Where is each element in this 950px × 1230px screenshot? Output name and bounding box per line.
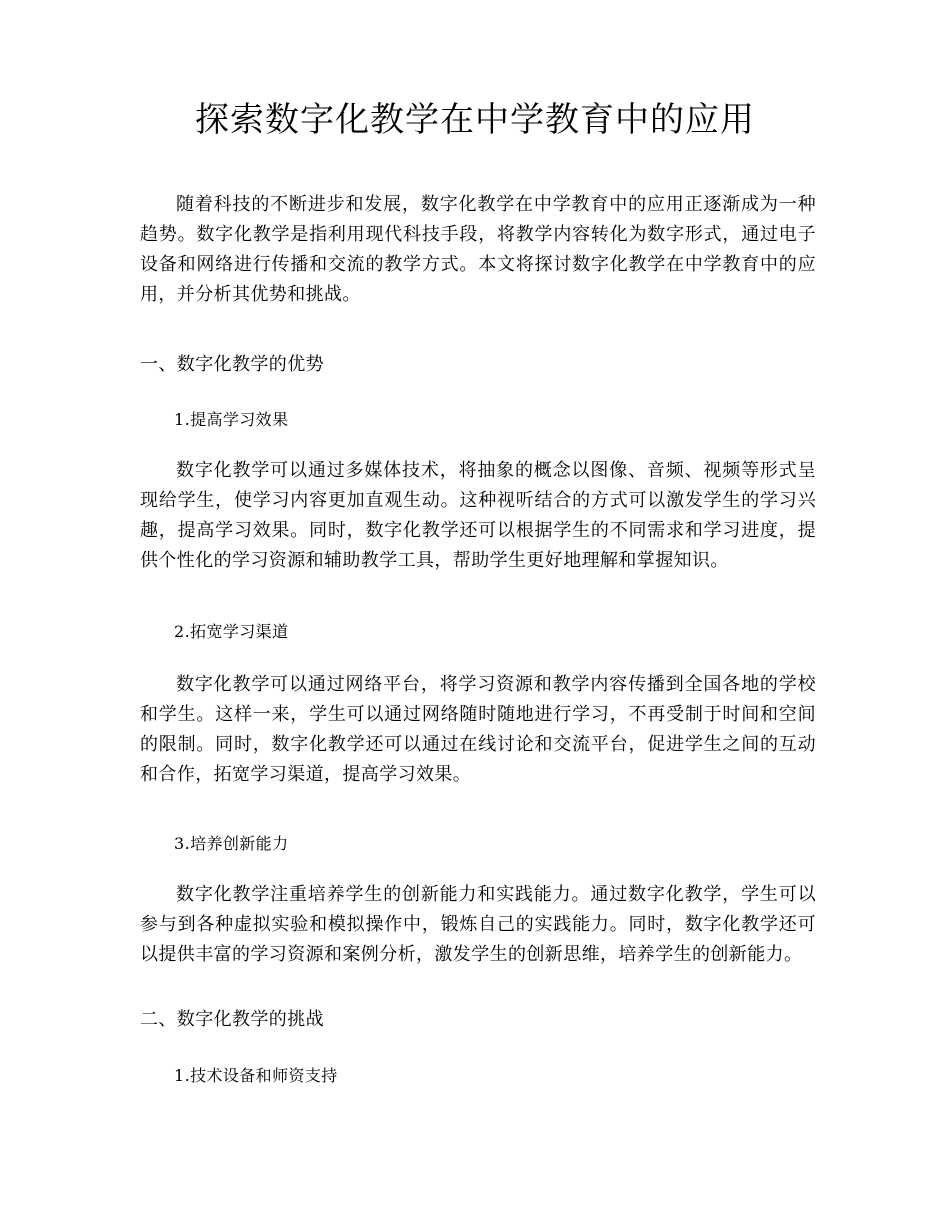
subsection-heading-innovation: 3.培养创新能力	[174, 834, 289, 853]
section-heading-challenges: 二、数字化教学的挑战	[140, 1009, 324, 1030]
section-heading-advantages: 一、数字化教学的优势	[140, 354, 324, 375]
intro-paragraph: 随着科技的不断进步和发展，数字化教学在中学教育中的应用正逐渐成为一种趋势。数字化教学是指利用现代科技手段，将教学内容转化为数字形式，通过电子设备和网络进行传播和交流的教学方式。本文将探讨数字化教学在中学教育中的应用，并分析其优势和挑战。	[140, 194, 816, 305]
paragraph-innovation: 数字化教学注重培养学生的创新能力和实践能力。通过数字化教学，学生可以参与到各种虚拟实验和模拟操作中，锻炼自己的实践能力。同时，数字化教学还可以提供丰富的学习资源和案例分析，激发学生的创新思维，培养学生的创新能力。	[140, 884, 816, 965]
paragraph-learning-effect: 数字化教学可以通过多媒体技术，将抽象的概念以图像、音频、视频等形式呈现给学生，使学习内容更加直观生动。这种视听结合的方式可以激发学生的学习兴趣，提高学习效果。同时，数字化教学还可以根据学生的不同需求和学习进度，提供个性化的学习资源和辅助教学工具，帮助学生更好地理解和掌握知识。	[140, 460, 816, 571]
paragraph-learning-channels: 数字化教学可以通过网络平台，将学习资源和教学内容传播到全国各地的学校和学生。这样一来，学生可以通过网络随时随地进行学习，不再受制于时间和空间的限制。同时，数字化教学还可以通过在线讨论和交流平台，促进学生之间的互动和合作，拓宽学习渠道，提高学习效果。	[140, 674, 816, 785]
subsection-heading-learning-channels: 2.拓宽学习渠道	[174, 622, 289, 641]
subsection-heading-equipment-support: 1.技术设备和师资支持	[174, 1066, 338, 1085]
subsection-heading-learning-effect: 1.提高学习效果	[174, 410, 289, 429]
document-title: 探索数字化教学在中学教育中的应用	[195, 100, 755, 140]
